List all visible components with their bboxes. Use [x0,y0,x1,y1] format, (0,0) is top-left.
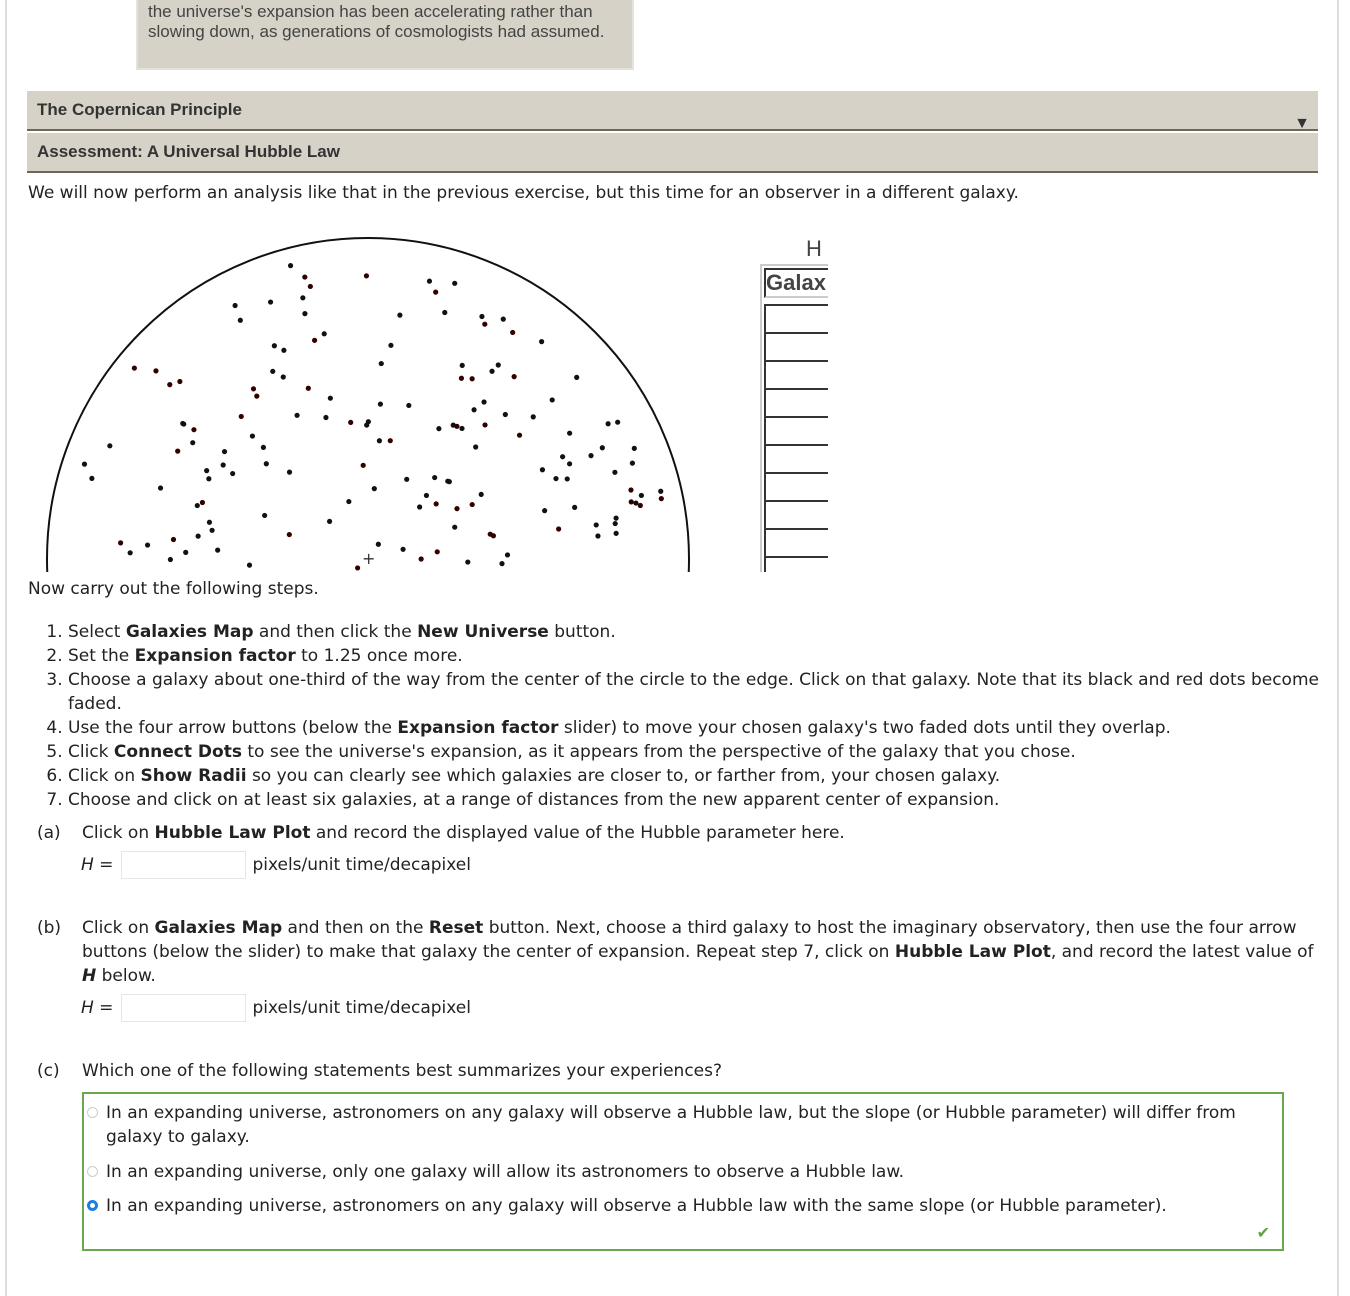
units-label: pixels/unit time/decapixel [252,998,471,1018]
galaxy-dot[interactable] [432,475,437,480]
galaxy-dot[interactable] [254,394,259,399]
galaxy-dot[interactable] [207,520,212,525]
text-span: Click on [82,918,155,938]
galaxy-dot[interactable] [364,422,369,427]
galaxy-dot[interactable] [614,531,619,536]
galaxy-dot[interactable] [302,274,307,279]
galaxy-dot[interactable] [153,368,158,373]
galaxy-dot[interactable] [553,476,558,481]
galaxy-dot[interactable] [556,526,561,531]
text-span: Select [68,622,126,642]
text-span: Choose a galaxy about one-third of the way from the center of the circle to the edge. Click on that galaxy. Note that its black and red dots become faded. [68,670,1319,714]
galaxy-dot[interactable] [302,311,307,316]
galaxy-dot[interactable] [505,552,510,557]
collapse-triangle-icon[interactable]: ▼ [1294,115,1310,132]
galaxy-dot[interactable] [132,365,137,370]
galaxy-dot[interactable] [247,563,252,568]
galaxy-dot[interactable] [312,338,317,343]
galaxy-dot[interactable] [427,279,432,284]
galaxy-dot[interactable] [639,493,644,498]
galaxy-dot[interactable] [572,505,577,510]
galaxy-dot[interactable] [567,431,572,436]
galaxy-dot[interactable] [145,542,150,547]
text-span: and then on the [282,918,429,938]
galaxy-dot[interactable] [294,413,299,418]
choice-text: In an expanding universe, astronomers on any galaxy will observe a Hubble law, but the slope (or Hubble parameter) will differ from galaxy to galaxy. [106,1103,1236,1147]
galaxy-dot[interactable] [436,426,441,431]
h-input-b[interactable] [121,994,246,1022]
galaxy-dot[interactable] [491,533,496,538]
galaxy-dot[interactable] [168,557,173,562]
correct-check-icon: ✔ [1256,1223,1270,1242]
text-span: Click on [68,766,141,786]
part-c-question: Which one of the following statements best summarizes your experiences? [82,1061,723,1081]
galaxy-dot[interactable] [638,503,643,508]
text-span: , and record the latest value of [1050,942,1314,962]
galaxy-dot[interactable] [658,489,663,494]
step-item [68,740,1328,764]
galaxy-dot[interactable] [180,421,185,426]
galaxy-dot[interactable] [434,501,439,506]
galaxy-dot[interactable] [419,556,424,561]
emphasis-text: Reset [428,918,484,938]
table-cell [764,360,828,390]
galaxy-dot[interactable] [612,470,617,475]
galaxy-dot[interactable] [400,547,405,552]
choice-text: In an expanding universe, astronomers on any galaxy will observe a Hubble law with the same slope (or Hubble parameter). [106,1196,1167,1216]
assessment-header [27,133,1318,173]
galaxy-dot[interactable] [567,461,572,466]
galaxy-dot[interactable] [539,339,544,344]
galaxy-dot[interactable] [629,499,634,504]
table-cell [764,332,828,362]
h-input-a[interactable] [121,851,246,879]
galaxy-dot[interactable] [230,471,235,476]
galaxy-dot[interactable] [574,375,579,380]
galaxy-dot[interactable] [158,485,163,490]
text-span: button. [548,622,616,642]
galaxy-dot[interactable] [323,415,328,420]
step-item [68,644,1328,668]
galaxy-dot[interactable] [540,467,545,472]
galaxy-dot[interactable] [200,500,205,505]
part-b-label: (b) [37,918,62,938]
galaxy-dot[interactable] [376,542,381,547]
galaxy-dot[interactable] [496,362,501,367]
galaxy-dot[interactable] [550,397,555,402]
table-title: H [806,236,822,261]
part-a [37,821,1322,845]
galaxy-dot[interactable] [471,407,476,412]
text-span: and record the displayed value of the Hubble parameter here. [310,823,845,843]
steps-list [28,620,1328,812]
text-span: Click on [82,823,155,843]
emphasis-text: Galaxies Map [154,918,283,938]
table-cell [764,500,828,530]
galaxy-dot[interactable] [512,374,517,379]
galaxy-dot[interactable] [482,422,487,427]
part-b-text [82,916,1322,988]
text-span: and then click the [253,622,418,642]
galaxy-dot[interactable] [261,445,266,450]
galaxy-dot[interactable] [499,561,504,566]
galaxy-dot[interactable] [452,525,457,530]
text-span: to see the universe's expansion, as it appears from the perspective of the galaxy that you chose. [241,742,1076,762]
galaxy-dot[interactable] [388,343,393,348]
emphasis-text: New Universe [417,622,549,642]
galaxy-dot[interactable] [473,444,478,449]
emphasis-text: Expansion factor [397,718,559,738]
table-header-cell: Galax [764,268,828,298]
emphasis-text: H [82,966,97,986]
part-a-label: (a) [37,823,61,843]
galaxy-dot[interactable] [628,487,633,492]
galaxy-dot[interactable] [510,330,515,335]
galaxy-dot[interactable] [501,317,506,322]
text-span: Click [68,742,114,762]
galaxy-dot[interactable] [268,299,273,304]
part-b [37,916,1322,988]
galaxy-dot[interactable] [594,522,599,527]
galaxy-dot[interactable] [348,420,353,425]
text-span: so you can clearly see which galaxies are closer to, or farther from, your chosen galaxy. [246,766,1001,786]
galaxy-dot[interactable] [281,374,286,379]
table-cell [764,528,828,558]
answer-choices [82,1092,1284,1251]
galaxy-dot[interactable] [517,433,522,438]
galaxy-dot[interactable] [479,314,484,319]
galaxy-dot[interactable] [460,363,465,368]
galaxy-dot[interactable] [613,516,618,521]
part-c [37,1059,1322,1083]
choice-option[interactable] [84,1160,904,1184]
part-a-text [82,821,1322,845]
galaxy-dot[interactable] [364,273,369,278]
galaxy-dot[interactable] [167,382,172,387]
radio-button[interactable] [87,1166,98,1177]
galaxy-dot[interactable] [287,532,292,537]
galaxy-dot[interactable] [327,519,332,524]
galaxy-dot[interactable] [238,318,243,323]
galaxy-dot[interactable] [459,376,464,381]
galaxy-dot[interactable] [308,284,313,289]
galaxy-dot[interactable] [606,421,611,426]
text-span: slider) to move your chosen galaxy's two faded dots until they overlap. [558,718,1171,738]
galaxy-dot[interactable] [206,476,211,481]
galaxy-dot[interactable] [613,521,618,526]
galaxy-dot[interactable] [89,476,94,481]
step-item [68,716,1328,740]
galaxy-dot[interactable] [454,506,459,511]
galaxy-dot[interactable] [288,263,293,268]
galaxy-dot[interactable] [406,403,411,408]
galaxies-map-canvas[interactable] [30,230,710,572]
galaxy-dot[interactable] [435,549,440,554]
galaxy-dot[interactable] [459,426,464,431]
galaxy-dot[interactable] [361,463,366,468]
galaxy-dot[interactable] [542,508,547,513]
section-title: The Copernican Principle [37,100,242,119]
galaxy-dot[interactable] [417,504,422,509]
step-item [68,620,1328,644]
text-span: Use the four arrow buttons (below the [68,718,398,738]
galaxy-dot[interactable] [195,503,200,508]
galaxy-dot[interactable] [328,396,333,401]
universe-circle [47,238,689,572]
choice-option[interactable] [84,1194,1167,1218]
galaxy-dot[interactable] [481,399,486,404]
emphasis-text: Hubble Law Plot [894,942,1051,962]
text-span: below. [96,966,156,986]
galaxy-dot[interactable] [270,369,275,374]
galaxy-dot[interactable] [565,476,570,481]
galaxy-dot[interactable] [128,550,133,555]
galaxy-dot[interactable] [177,379,182,384]
galaxy-dot[interactable] [322,331,327,336]
text-span: Set the [68,646,135,666]
step-item [68,764,1328,788]
part-b-answer-row [81,994,471,1022]
galaxy-dot[interactable] [659,496,664,501]
galaxy-dot[interactable] [503,412,508,417]
table-cell [764,444,828,474]
galaxy-dot[interactable] [379,361,384,366]
galaxy-dot[interactable] [262,513,267,518]
galaxy-dot[interactable] [470,502,475,507]
galaxy-dot[interactable] [300,295,305,300]
galaxy-dot[interactable] [287,470,292,475]
emphasis-text: Galaxies Map [125,622,254,642]
galaxy-dot[interactable] [221,462,226,467]
galaxy-dot[interactable] [183,550,188,555]
galaxy-dot[interactable] [615,420,620,425]
galaxy-dot[interactable] [470,376,475,381]
galaxy-dot[interactable] [560,454,565,459]
galaxy-dot[interactable] [397,313,402,318]
galaxy-dot[interactable] [264,461,269,466]
galaxy-dot[interactable] [233,303,238,308]
radio-button[interactable] [87,1107,98,1118]
assessment-title: Assessment: A Universal Hubble Law [37,142,340,161]
galaxy-dot[interactable] [215,548,220,553]
galaxy-dot[interactable] [346,499,351,504]
step-item [68,668,1328,716]
table-cell [764,416,828,446]
emphasis-text: Hubble Law Plot [154,823,311,843]
info-note: the universe's expansion has been accelerating rather than slowing down, as generations of cosmologists had assumed. [136,0,634,70]
galaxy-dot[interactable] [377,438,382,443]
table-cell [764,556,828,572]
emphasis-text: Expansion factor [134,646,296,666]
radio-button[interactable] [87,1200,98,1211]
galaxy-dot[interactable] [171,537,176,542]
section-header[interactable] [27,91,1318,131]
text-span: button. Next, choose a third galaxy to host the imaginary observatory, then use the four arrow buttons (below the slider) to make that galaxy the center of expansion. Repeat step 7, click on [82,918,1297,962]
galaxy-dot[interactable] [175,449,180,454]
galaxy-dot[interactable] [452,281,457,286]
galaxy-dot[interactable] [190,440,195,445]
intro-text: We will now perform an analysis like that in the previous exercise, but this time for an observer in a different galaxy. [28,183,1019,203]
center-plus-icon: + [362,549,376,568]
galaxy-dot[interactable] [250,433,255,438]
galaxy-dot[interactable] [451,423,456,428]
galaxy-dot[interactable] [479,492,484,497]
table-cell [764,304,828,334]
galaxy-dot[interactable] [531,414,536,419]
galaxy-dot[interactable] [424,493,429,498]
part-c-label: (c) [37,1061,60,1081]
galaxy-dot[interactable] [107,443,112,448]
galaxy-dot[interactable] [281,348,286,353]
text-span: to 1.25 once more. [295,646,463,666]
galaxy-dot[interactable] [239,414,244,419]
galaxy-dot[interactable] [209,528,214,533]
galaxy-dot[interactable] [82,462,87,467]
choice-text: In an expanding universe, only one galaxy will allow its astronomers to observe a Hubble law. [106,1162,905,1182]
emphasis-text: Show Radii [140,766,247,786]
galaxy-dot[interactable] [595,533,600,538]
galaxy-dot[interactable] [355,565,360,570]
galaxy-dot[interactable] [600,445,605,450]
galaxy-dot[interactable] [442,310,447,315]
h-label: H = [81,998,114,1018]
emphasis-text: Connect Dots [113,742,242,762]
galaxy-dot[interactable] [465,559,470,564]
choice-option[interactable] [84,1101,1276,1149]
galaxy-dot[interactable] [222,449,227,454]
galaxies-map[interactable] [30,230,710,572]
galaxy-dot[interactable] [588,453,593,458]
galaxy-dot[interactable] [196,534,201,539]
galaxy-dot[interactable] [191,427,196,432]
galaxy-dot[interactable] [489,369,494,374]
galaxy-dot[interactable] [404,477,409,482]
galaxy-dot[interactable] [632,446,637,451]
units-label: pixels/unit time/decapixel [252,855,471,875]
galaxy-dot[interactable] [272,343,277,348]
galaxy-dot[interactable] [372,486,377,491]
galaxy-dot[interactable] [447,479,452,484]
table-cell [764,388,828,418]
hubble-data-table [760,232,828,572]
galaxy-dot[interactable] [433,290,438,295]
galaxy-dot[interactable] [251,386,256,391]
steps-title: Now carry out the following steps. [28,579,319,599]
galaxy-dot[interactable] [378,402,383,407]
step-item [68,788,1328,812]
h-label: H = [81,855,114,875]
table-cell [764,472,828,502]
galaxy-dot[interactable] [630,461,635,466]
galaxy-dot[interactable] [306,386,311,391]
galaxy-dot[interactable] [204,468,209,473]
text-span: Choose and click on at least six galaxies, at a range of distances from the new apparent center of expansion. [68,790,1000,810]
galaxy-dot[interactable] [633,500,638,505]
part-a-answer-row [81,851,471,879]
galaxy-dot[interactable] [482,322,487,327]
galaxy-dot[interactable] [118,540,123,545]
galaxy-dot[interactable] [388,438,393,443]
